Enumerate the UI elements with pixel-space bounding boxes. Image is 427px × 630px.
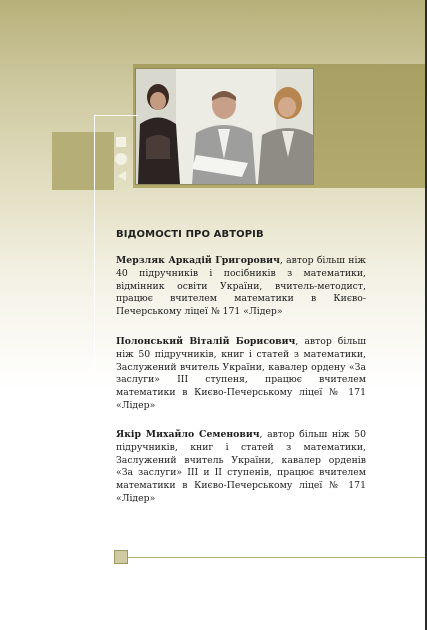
left-olive-block: [52, 132, 114, 190]
author-text-3: , автор більш ніж 50 підручників, книг і статей з математики, Заслужений вчитель України, кавалер орденів «За заслуги» III и II ступенів, працює вчителем математики в Києво-Печерському ліцеї № 171 «Лідер»: [116, 429, 367, 504]
decor-line-vertical: [94, 115, 95, 525]
decor-line-horizontal: [94, 115, 138, 116]
authors-photo: [135, 68, 314, 185]
author-text-2: , автор більш ніж 50 підручників, книг і статей з математики, Заслужений вчитель України, кавалер ордену «За заслуги» III ступеня, працює вчителем математики в Києво-Печерському ліцеї № 171 «Лідер»: [116, 336, 366, 411]
bottom-divider: [118, 557, 425, 558]
square-icon: [116, 137, 126, 147]
author-name-2: Полонський Віталій Борисович: [116, 336, 296, 347]
author-name-3: Якір Михайло Семенович: [116, 429, 260, 440]
author-bio-3: [116, 429, 366, 506]
bottom-square-icon: [114, 550, 128, 564]
triangle-icon: [118, 171, 126, 181]
author-name-1: Мерзляк Аркадій Григорович: [116, 255, 280, 266]
author-text-1: , автор більш ніж 40 підручників і посібників з математики, відмінник освіти України, вчитель-методист, працює вчителем математики в Києво-Печерському ліцеї № 171 «Лідер»: [116, 255, 366, 318]
circle-icon: [115, 153, 127, 165]
page-title: ВІДОМОСТІ ПРО АВТОРІВ: [116, 229, 264, 240]
author-bio-2: [116, 336, 366, 413]
author-bio-1: [116, 255, 366, 319]
